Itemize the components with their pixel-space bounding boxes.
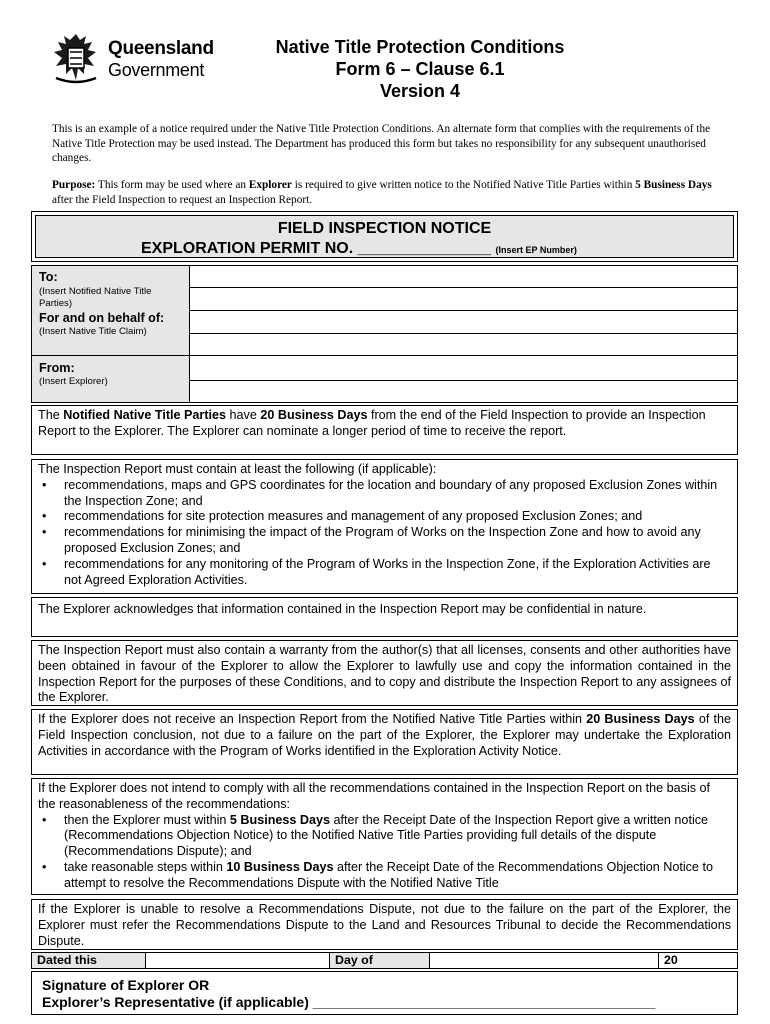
from-input-line[interactable] [189, 380, 737, 381]
behalf-input-line[interactable] [189, 333, 737, 334]
day-of-label: Day of [330, 953, 429, 968]
signature-box [31, 971, 738, 1015]
form-version: Version 4 [379, 81, 461, 101]
to-hint: (Insert Notified Native Title Parties) [39, 286, 152, 309]
report-contents-intro: The Inspection Report must contain at least the following (if applicable): [38, 462, 437, 476]
to-input-line-1[interactable] [189, 287, 737, 288]
dated-this-label: Dated this [32, 953, 145, 968]
behalf-label: For and on behalf of: [39, 311, 165, 325]
day-input[interactable] [146, 953, 329, 968]
coat-of-arms-icon [50, 32, 102, 86]
brand-queensland: Queensland [108, 38, 214, 59]
section-report-contents [31, 459, 738, 594]
purpose-label: Purpose: [52, 179, 96, 191]
signature-label: Signature of Explorer OR [42, 977, 210, 993]
form-title: Native Title Protection Conditions [275, 37, 565, 57]
section-confidentiality: The Explorer acknowledges that information contained in the Inspection Report may be confidential in nature. [31, 597, 738, 637]
month-input[interactable] [430, 953, 658, 968]
intro-paragraph: This is an example of a notice required under the Native Title Protection Conditions. An alternate form that complies with the requirements of the Native Title Protection may be used instead. The Department has produced this form but takes no responsibility for any subsequent unauthorised changes. [52, 123, 711, 164]
list-item: • recommendations for any monitoring of the Program of Works in the Inspection Zone, if the Exploration Activities are not Agreed Exploration Activities. [64, 557, 731, 589]
ep-number-hint: (Insert EP Number) [495, 245, 577, 255]
behalf-hint: (Insert Native Title Claim) [39, 326, 147, 337]
parties-table [31, 265, 738, 403]
exploration-permit-field[interactable]: EXPLORATION PERMIT NO. _______________ (Insert EP Number) [141, 240, 577, 257]
from-hint: (Insert Explorer) [39, 376, 108, 387]
section-tribunal-referral: If the Explorer is unable to resolve a Recommendations Dispute, not due to the failure on the part of the Explorer, the Explorer must refer the Recommendations Dispute to the Land and Resources Tribunal to decide the Recommendations Dispute. [31, 899, 738, 950]
purpose-paragraph: Purpose: This form may be used where an Explorer is required to give written notice to the Notified Native Title Parties within 5 Business Days after the Field Inspection to request an Inspection Report. [52, 179, 712, 206]
section-warranty: The Inspection Report must also contain a warranty from the author(s) that all licenses, consents and other authorities have been obtained in favour of the Explorer to allow the Explorer to lawfully use and copy the information contained in the Inspection Report for the purposes of these Conditions, and to copy and distribute the Inspection Report to any assignees of the Explorer. [31, 640, 738, 706]
queensland-government-logo [50, 32, 220, 88]
list-item: • recommendations, maps and GPS coordinates for the location and boundary of any proposed Exclusion Zones within the Inspection Zone; and [64, 478, 731, 510]
notice-header [31, 211, 738, 262]
notice-title: FIELD INSPECTION NOTICE [277, 220, 492, 237]
section-inspection-report-period: The Notified Native Title Parties have 20 Business Days from the end of the Field Inspection to provide an Inspection Report to the Explorer. The Explorer can nominate a longer period of time to receive the report. [31, 405, 738, 455]
section-recommendations-dispute [31, 778, 738, 895]
list-item: • recommendations for site protection measures and management of any proposed Exclusion Zones; and [64, 509, 731, 525]
from-divider [32, 355, 737, 356]
to-label: To: [39, 270, 58, 284]
dated-row [31, 952, 738, 969]
form-clause: Form 6 – Clause 6.1 [335, 59, 505, 79]
list-item: • take reasonable steps within 10 Business Days after the Receipt Date of the Recommendations Objection Notice to attempt to resolve the Recommendations Dispute with the Notified Native Title [64, 860, 731, 892]
section-no-report: If the Explorer does not receive an Inspection Report from the Notified Native Title Parties within 20 Business Days of the Field Inspection conclusion, not due to a failure on the part of the Explorer, the Explorer may undertake the Exploration Activities in accordance with the Program of Works identified in the Exploration Activity Notice. [31, 709, 738, 775]
list-item: • then the Explorer must within 5 Business Days after the Receipt Date of the Inspection Report give a written notice (Recommendations Objection Notice) to the Notified Native Title Parties providing full details of the dispute (Recommendations Dispute); and [64, 813, 731, 860]
from-label: From: [39, 361, 75, 375]
year-input[interactable]: 20 [664, 953, 678, 967]
list-item: • recommendations for minimising the impact of the Program of Works on the Inspection Zone and how to avoid any proposed Exclusion Zones; and [64, 525, 731, 557]
brand-government: Government [108, 60, 205, 80]
to-input-line-2[interactable] [189, 310, 737, 311]
signature-line[interactable]: Explorer’s Representative (if applicable) ____________________________________________ [42, 994, 656, 1010]
dispute-intro: If the Explorer does not intend to comply with all the recommendations contained in the Inspection Report on the basis of the reasonableness of the recommendations: [38, 781, 711, 811]
